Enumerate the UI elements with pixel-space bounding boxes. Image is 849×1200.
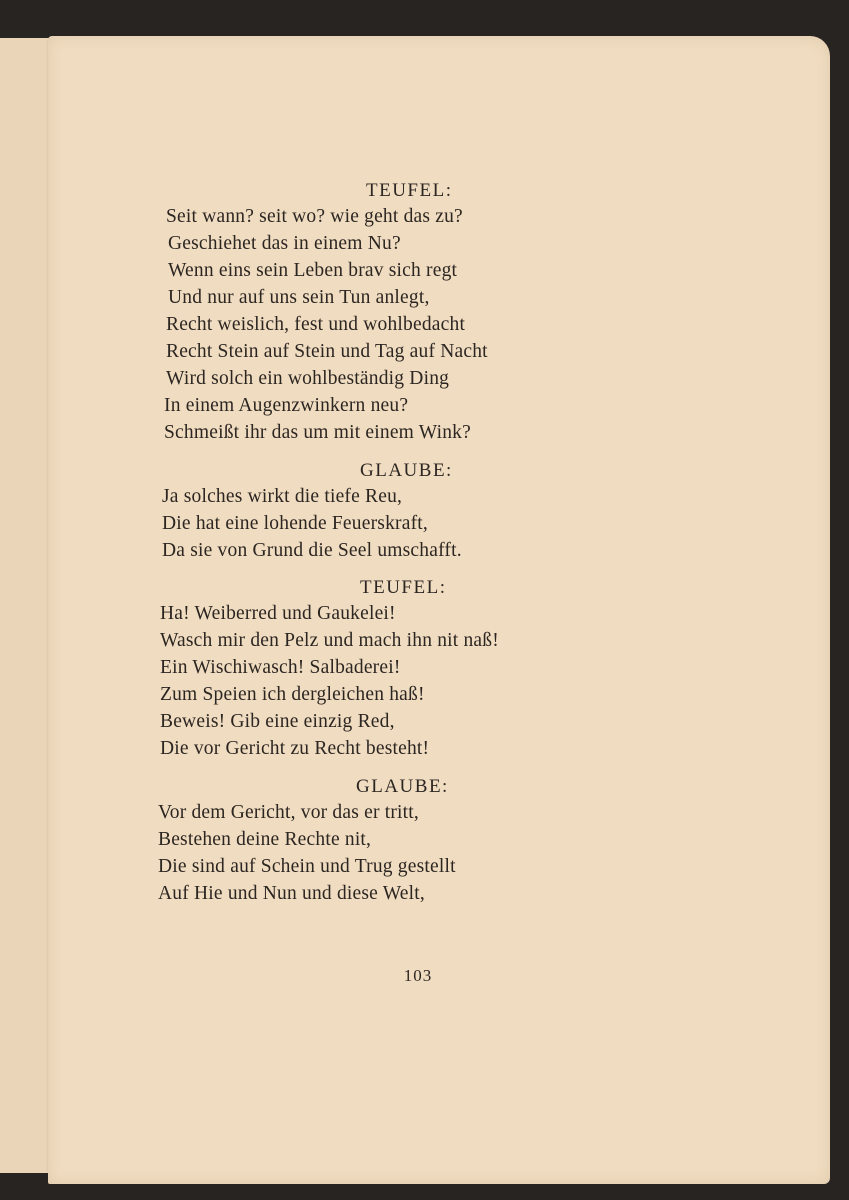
page-number: 103 xyxy=(403,966,433,985)
verse-line: Ja solches wirkt die tiefe Reu, xyxy=(162,486,403,507)
verse-text xyxy=(48,36,830,1184)
verse-line: Bestehen deine Rechte nit, xyxy=(158,829,372,850)
verse-line: In einem Augenzwinkern neu? xyxy=(164,395,409,416)
verse-line: Schmeißt ihr das um mit einem Wink? xyxy=(164,422,471,443)
verse-line: Recht Stein auf Stein und Tag auf Nacht xyxy=(166,341,488,362)
speaker-heading: GLAUBE: xyxy=(356,776,449,797)
verse-line: Zum Speien ich dergleichen haß! xyxy=(160,684,425,705)
verse-line: Wird solch ein wohlbeständig Ding xyxy=(166,368,450,389)
verse-line: Wenn eins sein Leben brav sich regt xyxy=(168,260,458,281)
verse-line: Die vor Gericht zu Recht besteht! xyxy=(160,738,430,759)
verse-line: Recht weislich, fest und wohlbedacht xyxy=(166,314,466,335)
verse-line: Ha! Weiberred und Gaukelei! xyxy=(160,603,396,624)
verse-line: Seit wann? seit wo? wie geht das zu? xyxy=(166,206,463,227)
speaker-heading: GLAUBE: xyxy=(360,460,453,481)
verse-line: Da sie von Grund die Seel umschafft. xyxy=(162,540,462,561)
speaker-heading: TEUFEL: xyxy=(366,180,453,201)
verse-line: Die hat eine lohende Feuerskraft, xyxy=(162,513,428,534)
book-page xyxy=(48,36,830,1184)
verse-line: Ein Wischiwasch! Salbaderei! xyxy=(160,657,401,678)
verse-line: Geschiehet das in einem Nu? xyxy=(168,233,401,254)
verse-line: Die sind auf Schein und Trug gestellt xyxy=(158,856,456,877)
verse-line: Vor dem Gericht, vor das er tritt, xyxy=(158,802,419,823)
verse-line: Und nur auf uns sein Tun anlegt, xyxy=(168,287,430,308)
verse-line: Wasch mir den Pelz und mach ihn nit naß! xyxy=(160,630,499,651)
verse-line: Beweis! Gib eine einzig Red, xyxy=(160,711,395,732)
speaker-heading: TEUFEL: xyxy=(360,577,447,598)
verse-line: Auf Hie und Nun und diese Welt, xyxy=(158,883,425,904)
